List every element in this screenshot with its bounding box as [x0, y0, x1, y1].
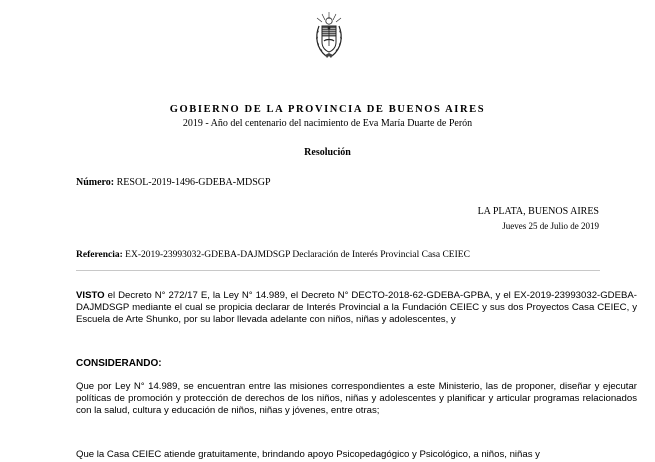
reference	[76, 250, 470, 260]
considerando-paragraph-2: Que la Casa CEIEC atiende gratuitamente, brindando apoyo Psicopedagógico y Psicológico, a niños, niñas y	[76, 449, 540, 460]
document-type: Resolución	[304, 147, 351, 158]
resolution-number	[76, 177, 271, 188]
government-header: GOBIERNO DE LA PROVINCIA DE BUENOS AIRES	[169, 104, 486, 115]
visto-lead: VISTO	[76, 290, 105, 301]
considerando-heading: CONSIDERANDO:	[76, 358, 162, 369]
year-motto: 2019 - Año del centenario del nacimiento de Eva María Duarte de Perón	[182, 118, 473, 129]
visto-text: el Decreto N° 272/17 E, la Ley N° 14.989, el Decreto N° DECTO-2018-62-GDEBA-GPBA, y el EX-2019-23993032-GDEBA-DAJMDSGP mediante el cual se propicia declarar de Interés Provincial a la Fundación CEIEC y sus dos Proyectos Casa CEIEC, y Escuela de Arte Shunko, por su labor llevada adelante con niños, niñas y adolescentes, y	[76, 290, 638, 325]
divider	[76, 270, 600, 271]
visto-paragraph	[76, 290, 637, 326]
place: LA PLATA, BUENOS AIRES	[477, 206, 599, 217]
coat-of-arms-icon	[313, 10, 345, 60]
number-label: Número:	[76, 177, 115, 188]
number-value: RESOL-2019-1496-GDEBA-MDSGP	[116, 177, 271, 188]
reference-value: EX-2019-23993032-GDEBA-DAJMDSGP Declaración de Interés Provincial Casa CEIEC	[125, 250, 470, 260]
reference-label: Referencia:	[76, 250, 123, 260]
considerando-paragraph-1: Que por Ley N° 14.989, se encuentran entre las misiones correspondientes a este Ministerio, las de proponer, diseñar y ejecutar políticas de promoción y protección de derechos de los niños, niñas y adolescentes y planificar y articular programas relacionados con la salud, cultura y educación de niños, niñas y jóvenes, entre otras;	[76, 381, 637, 416]
date: Jueves 25 de Julio de 2019	[502, 221, 599, 231]
